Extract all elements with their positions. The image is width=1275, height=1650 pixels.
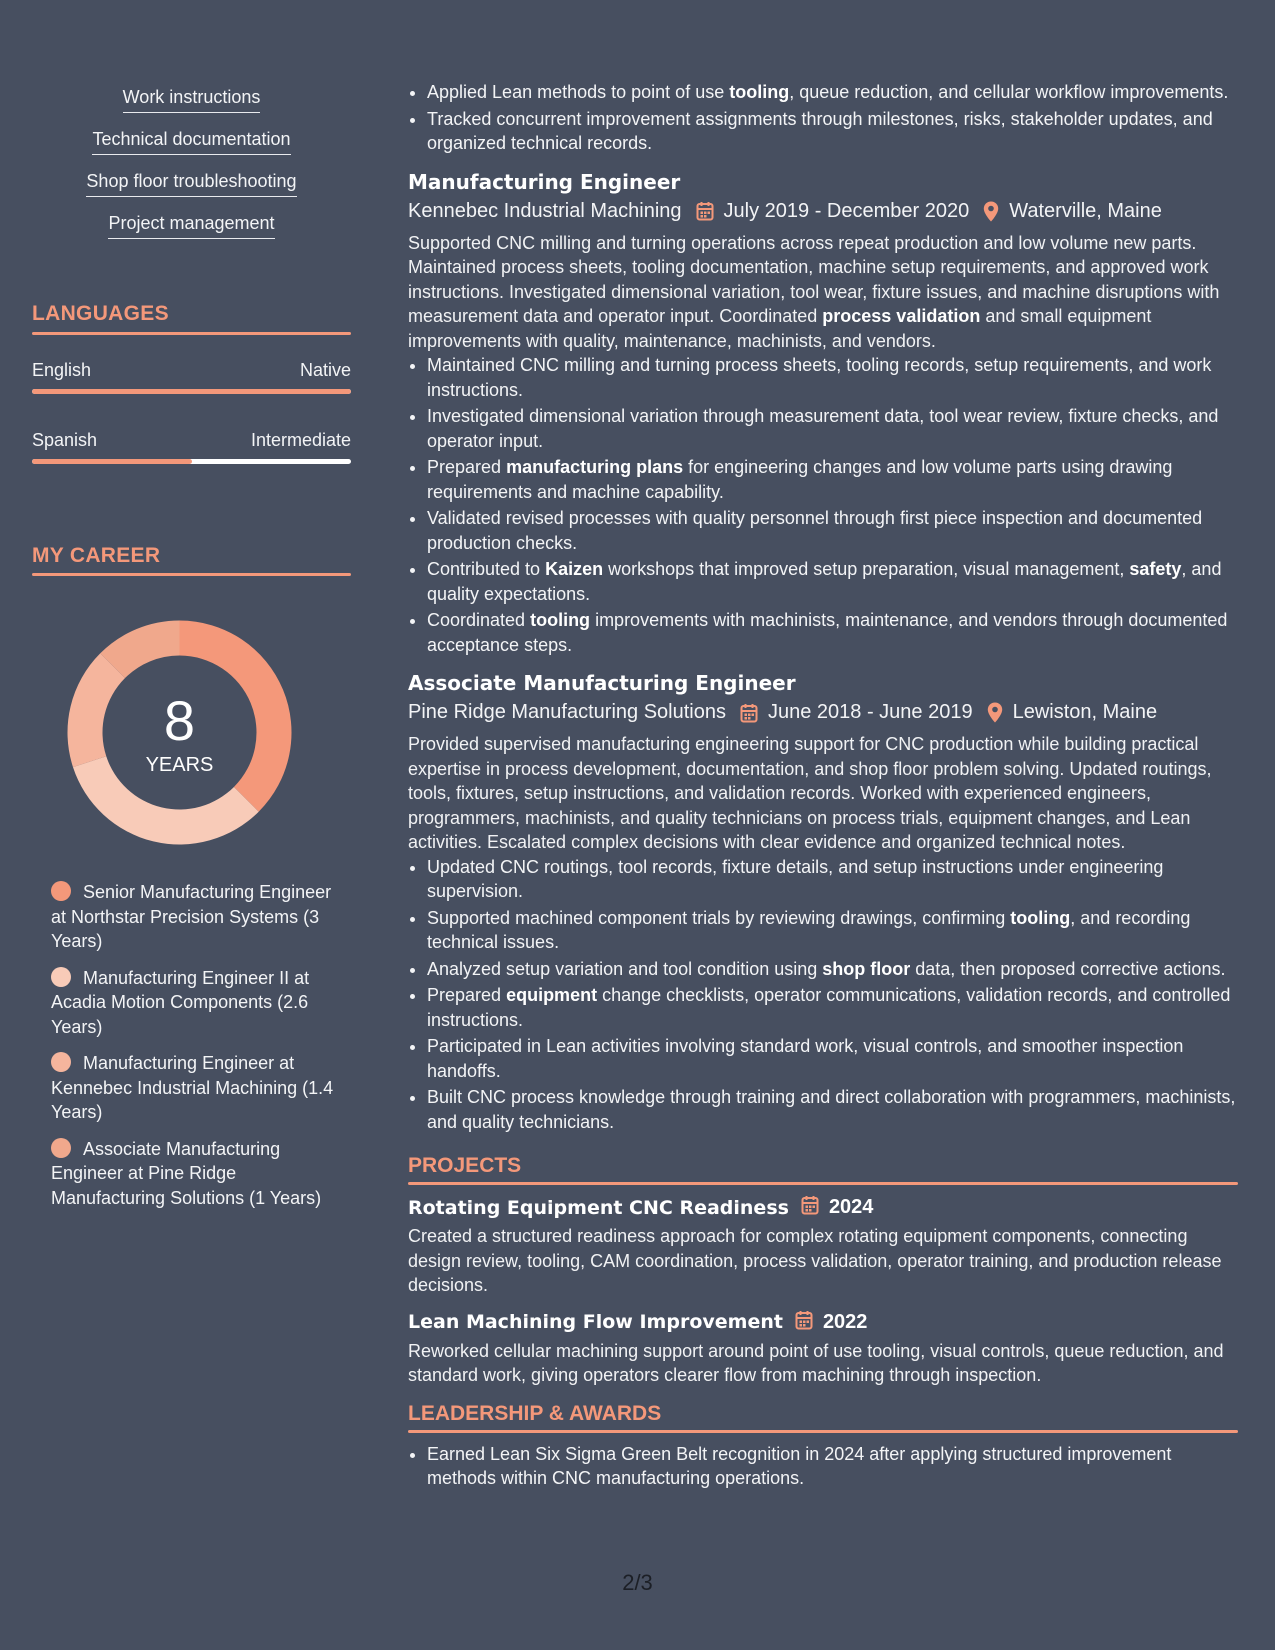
project-description: Reworked cellular machining support around point of use tooling, visual controls, queue reduction, and standard work, giving operators clearer flow from machining through inspection. — [408, 1340, 1224, 1385]
projects-section — [408, 1154, 1238, 1388]
career-legend — [51, 880, 341, 1222]
page-number: 2/3 — [622, 1570, 653, 1595]
bold-keyword: manufacturing plans — [506, 457, 684, 477]
language-bar — [32, 389, 351, 394]
job-location: Waterville, Maine — [1009, 199, 1162, 222]
project-year: 2022 — [822, 1310, 868, 1333]
bullet-item: • Prepared manufacturing plans for engineering changes and low volume parts using drawing requirements and machine capability. — [427, 455, 1238, 504]
language-bar — [32, 459, 351, 464]
skill-item — [32, 212, 351, 239]
project-name: Rotating Equipment CNC Readiness — [408, 1196, 789, 1219]
project-entry — [408, 1195, 1238, 1298]
skill-label: Project management — [108, 212, 274, 239]
career-legend-item — [51, 966, 341, 1040]
company-name: Pine Ridge Manufacturing Solutions — [408, 701, 726, 723]
language-bar-fill — [32, 459, 192, 464]
bullet-item: • Coordinated tooling improvements with machinists, maintenance, and vendors through documented acceptance steps. — [427, 608, 1238, 657]
projects-list — [408, 1195, 1238, 1388]
previous-job-bullets — [408, 80, 1238, 156]
awards-title: LEADERSHIP & AWARDS — [408, 1401, 662, 1425]
bullet-item: • Tracked concurrent improvement assignments through milestones, risks, stakeholder updates, and organized technical records. — [427, 107, 1238, 156]
language-bar-fill — [32, 389, 351, 394]
job-title: Associate Manufacturing Engineer — [408, 671, 796, 695]
bullet-item: • Analyzed setup variation and tool condition using shop floor data, then proposed corrective actions. — [427, 957, 1238, 982]
job-bullets — [408, 855, 1238, 1135]
project-description: Created a structured readiness approach for complex rotating equipment components, connecting design review, tooling, CAM coordination, process validation, operator training, and production release decisions. — [408, 1226, 1222, 1295]
career-legend-label: Manufacturing Engineer II at Acadia Motion Components (2.6 Years) — [51, 967, 310, 1037]
languages-rule — [32, 332, 351, 335]
career-years-unit: YEARS — [145, 754, 214, 776]
job-dates: June 2018 - June 2019 — [767, 701, 973, 723]
project-title — [408, 1195, 1238, 1220]
bold-keyword: tooling — [729, 82, 790, 102]
skills-list — [32, 86, 351, 254]
project-name: Lean Machining Flow Improvement — [408, 1311, 783, 1333]
bold-keyword: tooling — [530, 610, 591, 630]
career-rule — [32, 573, 351, 576]
skill-item — [32, 128, 351, 155]
skill-label: Work instructions — [123, 86, 261, 113]
main-content — [408, 0, 1238, 1493]
bold-keyword: process validation — [822, 306, 981, 326]
career-total-years: 8 — [163, 689, 196, 752]
career-legend-item — [51, 1051, 341, 1125]
project-year: 2024 — [828, 1196, 874, 1218]
bold-keyword: Kaizen — [545, 559, 604, 579]
calendar-icon — [801, 1195, 819, 1220]
job-meta — [408, 200, 1238, 223]
bullet-item: • Maintained CNC milling and turning process sheets, tooling records, setup requirements, and work instructions. — [427, 353, 1238, 402]
calendar-icon — [740, 703, 758, 723]
job-location: Lewiston, Maine — [1012, 701, 1158, 723]
job-summary: Supported CNC milling and turning operations across repeat production and low volume new parts. Maintained process sheets, tooling documentation, machine setup requirements, and approved work instructions. Investigated dimensional variation, tool wear, fixture issues, and machine disruptions with measurement data and operator input. Coordinated process validation and small equipment improvements with quality, maintenance, machinists, and vendors. — [408, 232, 1220, 351]
legend-dot — [51, 881, 71, 901]
bullet-item: • Participated in Lean activities involving standard work, visual controls, and smoother inspection handoffs. — [427, 1034, 1238, 1083]
project-title — [408, 1310, 1238, 1335]
language-name: English — [32, 360, 92, 380]
career-legend-item — [51, 880, 341, 954]
job-dates: July 2019 - December 2020 — [723, 199, 970, 222]
skill-item — [32, 86, 351, 113]
sidebar — [32, 0, 351, 1650]
bullet-item: • Supported machined component trials by reviewing drawings, confirming tooling, and recording technical issues. — [427, 906, 1238, 955]
bullet-item: • Investigated dimensional variation through measurement data, tool wear review, fixture checks, and operator input. — [427, 404, 1238, 453]
bold-keyword: equipment — [506, 985, 598, 1005]
bullet-item: • Validated revised processes with quality personnel through first piece inspection and documented production checks. — [427, 506, 1238, 555]
location-pin-icon — [987, 702, 1003, 723]
language-name: Spanish — [32, 430, 98, 450]
career-donut-label — [67, 620, 292, 845]
award-item: • Earned Lean Six Sigma Green Belt recognition in 2024 after applying structured improvement methods within CNC manufacturing operations. — [427, 1442, 1238, 1491]
legend-dot — [51, 967, 71, 987]
career-legend-item — [51, 1137, 341, 1211]
bullet-item: • Applied Lean methods to point of use tooling, queue reduction, and cellular workflow improvements. — [427, 80, 1238, 105]
awards-list — [408, 1442, 1238, 1491]
job-meta — [408, 701, 1238, 724]
language-level: Native — [299, 360, 351, 380]
skill-label: Shop floor troubleshooting — [86, 170, 296, 197]
awards-section — [408, 1402, 1238, 1491]
legend-dot — [51, 1138, 71, 1158]
career-legend-label: Senior Manufacturing Engineer at Northstar Precision Systems (3 Years) — [51, 882, 332, 951]
bold-keyword: tooling — [1010, 907, 1071, 928]
bold-keyword: shop floor — [822, 958, 911, 979]
calendar-icon — [696, 201, 714, 221]
bullet-item: • Prepared equipment change checklists, operator communications, validation records, and controlled instructions. — [427, 983, 1238, 1032]
bullet-item: • Contributed to Kaizen workshops that improved setup preparation, visual management, safety, and quality expectations. — [427, 557, 1238, 606]
job-entry — [408, 671, 1238, 1134]
language-level: Intermediate — [250, 430, 351, 450]
projects-title: PROJECTS — [408, 1154, 522, 1177]
skill-item — [32, 170, 351, 197]
skill-label: Technical documentation — [92, 128, 290, 155]
job-title: Manufacturing Engineer — [408, 169, 681, 194]
calendar-icon — [795, 1310, 813, 1335]
bullet-item: • Updated CNC routings, tool records, fixture details, and setup instructions under engineering supervision. — [427, 855, 1238, 904]
projects-rule — [408, 1182, 1238, 1185]
awards-rule — [408, 1430, 1238, 1433]
company-name: Kennebec Industrial Machining — [408, 199, 682, 222]
job-entry — [408, 170, 1238, 658]
bullet-item: • Built CNC process knowledge through training and direct collaboration with programmers, machinists, and quality technicians. — [427, 1085, 1238, 1134]
job-summary: Provided supervised manufacturing engineering support for CNC production while building practical expertise in process development, documentation, and shop floor problem solving. Updated routings, tools, fixtures, setup instructions, and validation records. Worked with experienced engineers, programmers, machinists, and quality technicians on process trials, equipment changes, and Lean activities. Escalated complex decisions with clear evidence and organized technical notes. — [408, 734, 1212, 852]
legend-dot — [51, 1052, 71, 1072]
career-legend-label: Manufacturing Engineer at Kennebec Industrial Machining (1.4 Years) — [51, 1053, 334, 1122]
location-pin-icon — [983, 201, 999, 222]
languages-title: LANGUAGES — [32, 302, 169, 325]
job-bullets — [408, 353, 1238, 657]
experience-list — [408, 170, 1238, 1135]
bold-keyword: safety — [1129, 559, 1182, 579]
career-legend-label: Associate Manufacturing Engineer at Pine Ridge Manufacturing Solutions (1 Years) — [51, 1138, 322, 1208]
project-entry — [408, 1310, 1238, 1388]
career-title: MY CAREER — [32, 544, 161, 567]
